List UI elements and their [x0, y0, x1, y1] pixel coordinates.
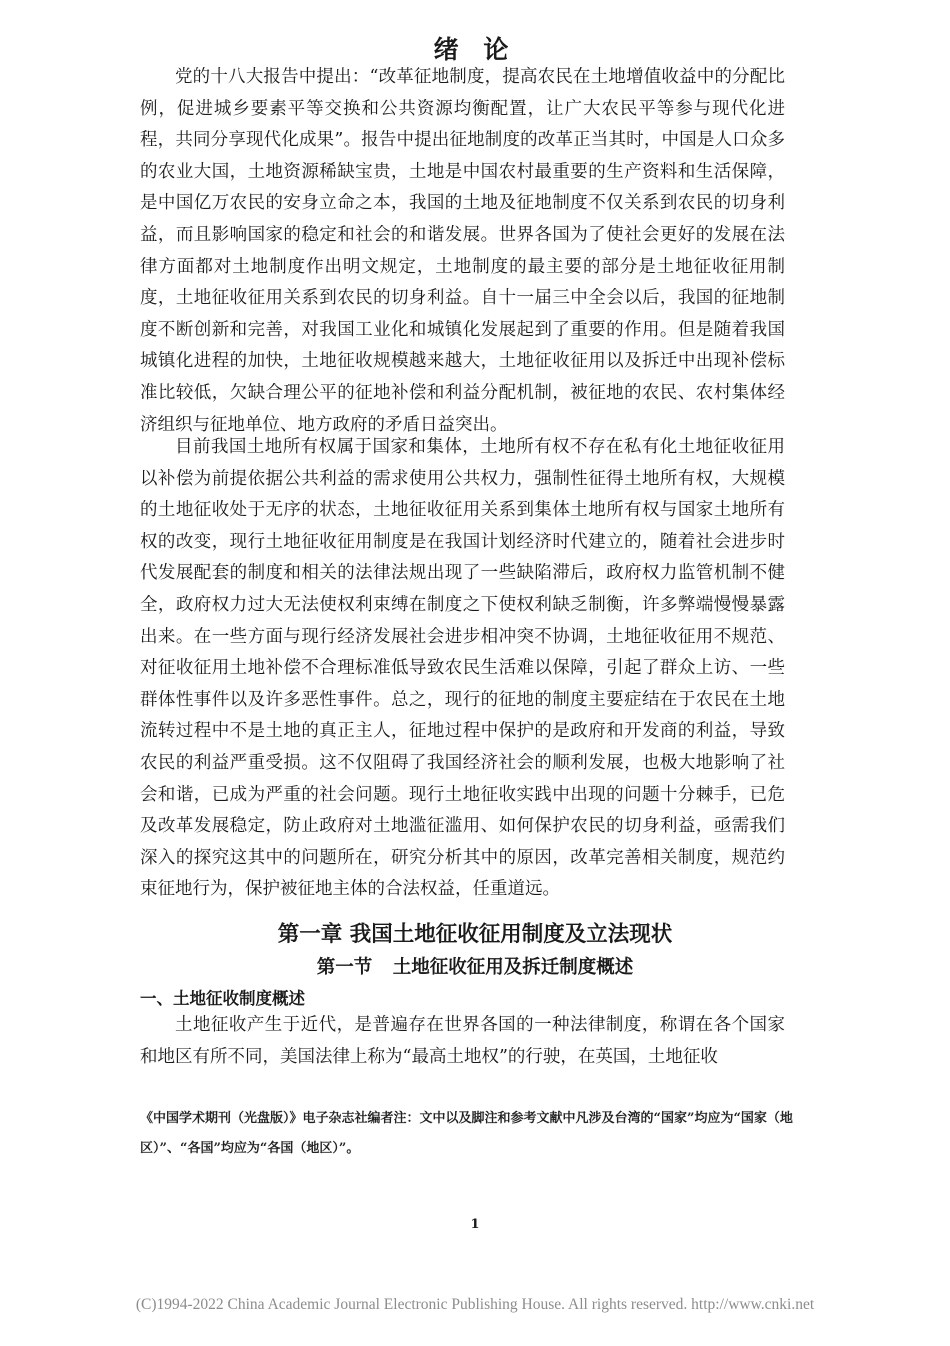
- chapter-paragraph-1: 土地征收产生于近代，是普遍存在世界各国的一种法律制度，称谓在各个国家和地区有所不同，美国法律上称为“最高土地权”的行驶，在英国，土地征收: [140, 1015, 785, 1067]
- chapter-title: 第一章 我国土地征收征用制度及立法现状: [277, 922, 673, 947]
- introduction-title: 绪 论: [433, 35, 517, 64]
- page-number: 1: [470, 1217, 480, 1232]
- editor-footnote: 《中国学术期刊（光盘版）》电子杂志社编者注：文中以及脚注和参考文献中凡涉及台湾的“国家”均应为“国家（地区）”、“各国”均应为“各国（地区）”。: [140, 1111, 793, 1156]
- subsection-title: 一、土地征收制度概述: [140, 989, 305, 1008]
- introduction-paragraph-1: 党的十八大报告中提出：“改革征地制度，提高农民在土地增值收益中的分配比例，促进城乡要素平等交换和公共资源均衡配置，让广大农民平等参与现代化进程，共同分享现代化成果”。报告中提出征地制度的改革正当其时，中国是人口众多的农业大国，土地资源稀缺宝贵，土地是中国农村最重要的生产资料和生活保障，是中国亿万农民的安身立命之本，我国的土地及征地制度不仅关系到农民的切身利益，而且影响国家的稳定和社会的和谐发展。世界各国为了使社会更好的发展在法律方面都对土地制度作出明文规定，土地制度的最主要的部分是土地征收征用制度，土地征收征用关系到农民的切身利益。自十一届三中全会以后，我国的征地制度不断创新和完善，对我国工业化和城镇化发展起到了重要的作用。但是随着我国城镇化进程的加快，土地征收规模越来越大，土地征收征用以及拆迁中出现补偿标准比较低，欠缺合理公平的征地补偿和利益分配机制，被征地的农民、农村集体经济组织与征地单位、地方政府的矛盾日益突出。: [140, 67, 785, 435]
- copyright-notice: (C)1994-2022 China Academic Journal Electronic Publishing House. All rights reserved. http://www.cnki.net: [135, 1296, 815, 1313]
- section-title: 第一节 土地征收征用及拆迁制度概述: [316, 957, 634, 978]
- introduction-paragraph-2: 目前我国土地所有权属于国家和集体，土地所有权不存在私有化土地征收征用以补偿为前提依据公共利益的需求使用公共权力，强制性征得土地所有权，大规模的土地征收处于无序的状态，土地征收征用关系到集体土地所有权与国家土地所有权的改变，现行土地征收征用制度是在我国计划经济时代建立的，随着社会进步时代发展配套的制度和相关的法律法规出现了一些缺陷滞后，政府权力监管机制不健全，政府权力过大无法使权利束缚在制度之下使权利缺乏制衡，许多弊端慢慢暴露出来。在一些方面与现行经济发展社会进步相冲突不协调，土地征收征用不规范、对征收征用土地补偿不合理标准低导致农民生活难以保障，引起了群众上访、一些群体性事件以及许多恶性事件。总之，现行的征地的制度主要症结在于农民在土地流转过程中不是土地的真正主人，征地过程中保护的是政府和开发商的利益，导致农民的利益严重受损。这不仅阻碍了我国经济社会的顺利发展，也极大地影响了社会和谐，已成为严重的社会问题。现行土地征收实践中出现的问题十分棘手，已危及改革发展稳定，防止政府对土地滥征滥用、如何保护农民的切身利益，亟需我们深入的探究这其中的问题所在，研究分析其中的原因，改革完善相关制度，规范约束征地行为，保护被征地主体的合法权益，任重道远。: [140, 437, 785, 900]
